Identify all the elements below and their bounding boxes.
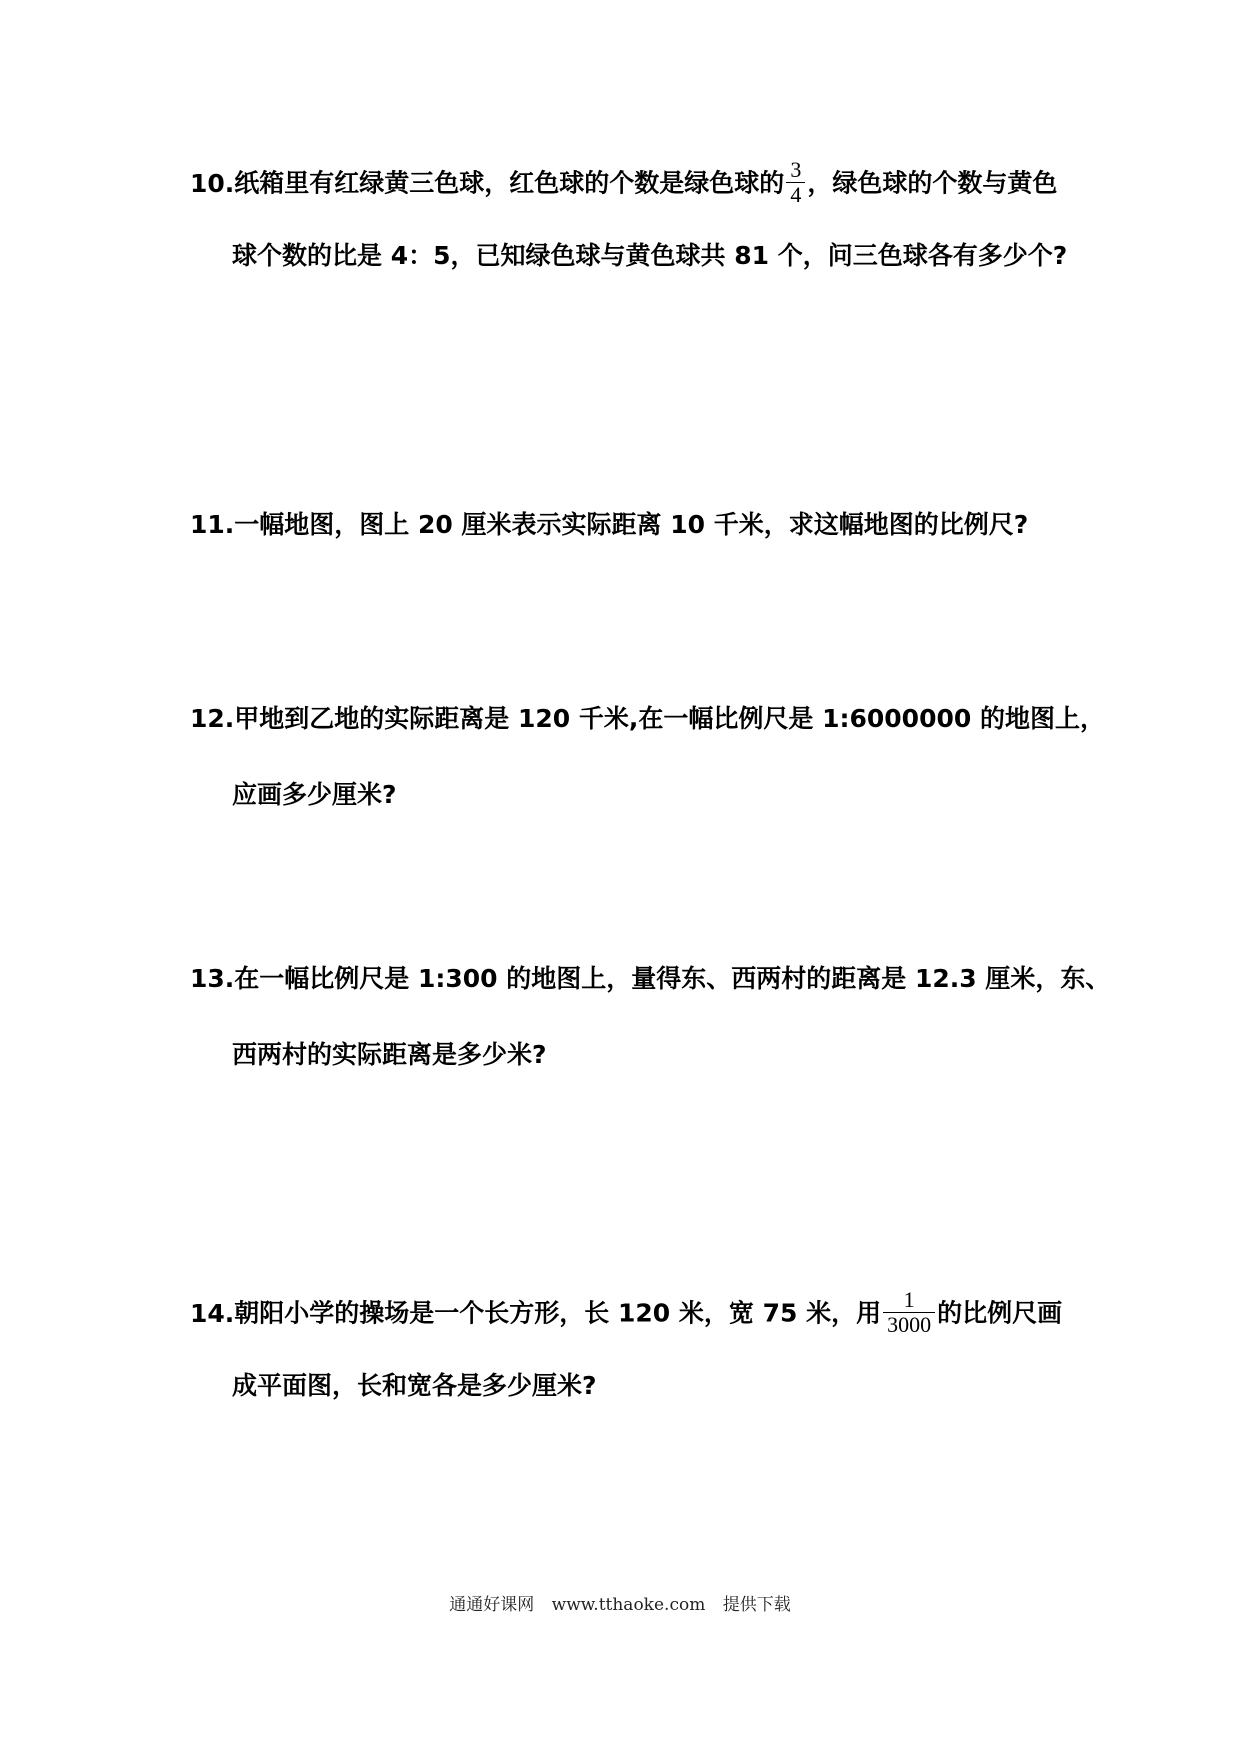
footer-suffix: 提供下载: [722, 1595, 791, 1615]
problem-13-line-1: [190, 962, 1111, 996]
problem-14-text-a: 朝阳小学的操场是一个长方形，长 120 米，宽 75 米，用: [234, 1298, 882, 1328]
problem-14-line-2: 成平面图，长和宽各是多少厘米?: [232, 1371, 597, 1400]
problem-13-line-2: 西两村的实际距离是多少米?: [232, 1040, 547, 1069]
problem-10-text-b: ，绿色球的个数与黄色: [807, 168, 1058, 198]
problem-11-line-1: [190, 508, 1070, 542]
problem-14: [190, 1287, 1070, 1403]
problem-14-text-b: 的比例尺画: [937, 1298, 1063, 1328]
fraction-denominator: 3000: [887, 1312, 932, 1337]
fraction-numerator: 3: [786, 158, 805, 183]
fraction-one-over-3000: [883, 1288, 935, 1337]
problem-number: 13.: [190, 964, 235, 993]
problem-number: 12.: [190, 704, 235, 733]
problem-12-line-1: [190, 702, 1105, 736]
problem-10-line-2: 球个数的比是 4：5，已知绿色球与黄色球共 81 个，问三色球各有多少个?: [232, 241, 1068, 270]
problem-13-text: 在一幅比例尺是 1:300 的地图上，量得东、西两村的距离是 12.3 厘米，东、: [234, 964, 1111, 993]
problem-10-text-a: 纸箱里有红绿黄三色球，红色球的个数是绿色球的: [234, 168, 785, 198]
problem-10: [190, 157, 1070, 273]
problem-number: 10.: [190, 168, 235, 198]
problem-13: [190, 962, 1111, 1072]
problem-number: 14.: [190, 1298, 235, 1328]
fraction-denominator: 4: [790, 182, 802, 207]
problem-10-line-1: [190, 157, 1070, 209]
fraction-three-quarters: [786, 158, 805, 207]
page-footer: [0, 1590, 1240, 1615]
footer-site-name: 通通好课网: [449, 1595, 535, 1615]
problem-14-line-1: [190, 1287, 1070, 1339]
problem-12-line-2: 应画多少厘米?: [232, 780, 397, 809]
problem-12-text: 甲地到乙地的实际距离是 120 千米,在一幅比例尺是 1:6000000 的地图上，: [234, 704, 1105, 733]
fraction-numerator: 1: [883, 1288, 935, 1313]
footer-url: www.tthaoke.com: [551, 1595, 706, 1615]
problem-number: 11.: [190, 510, 235, 539]
problem-12: [190, 702, 1105, 812]
problem-11-text: 一幅地图，图上 20 厘米表示实际距离 10 千米，求这幅地图的比例尺?: [234, 510, 1029, 539]
problem-11: [190, 508, 1070, 542]
